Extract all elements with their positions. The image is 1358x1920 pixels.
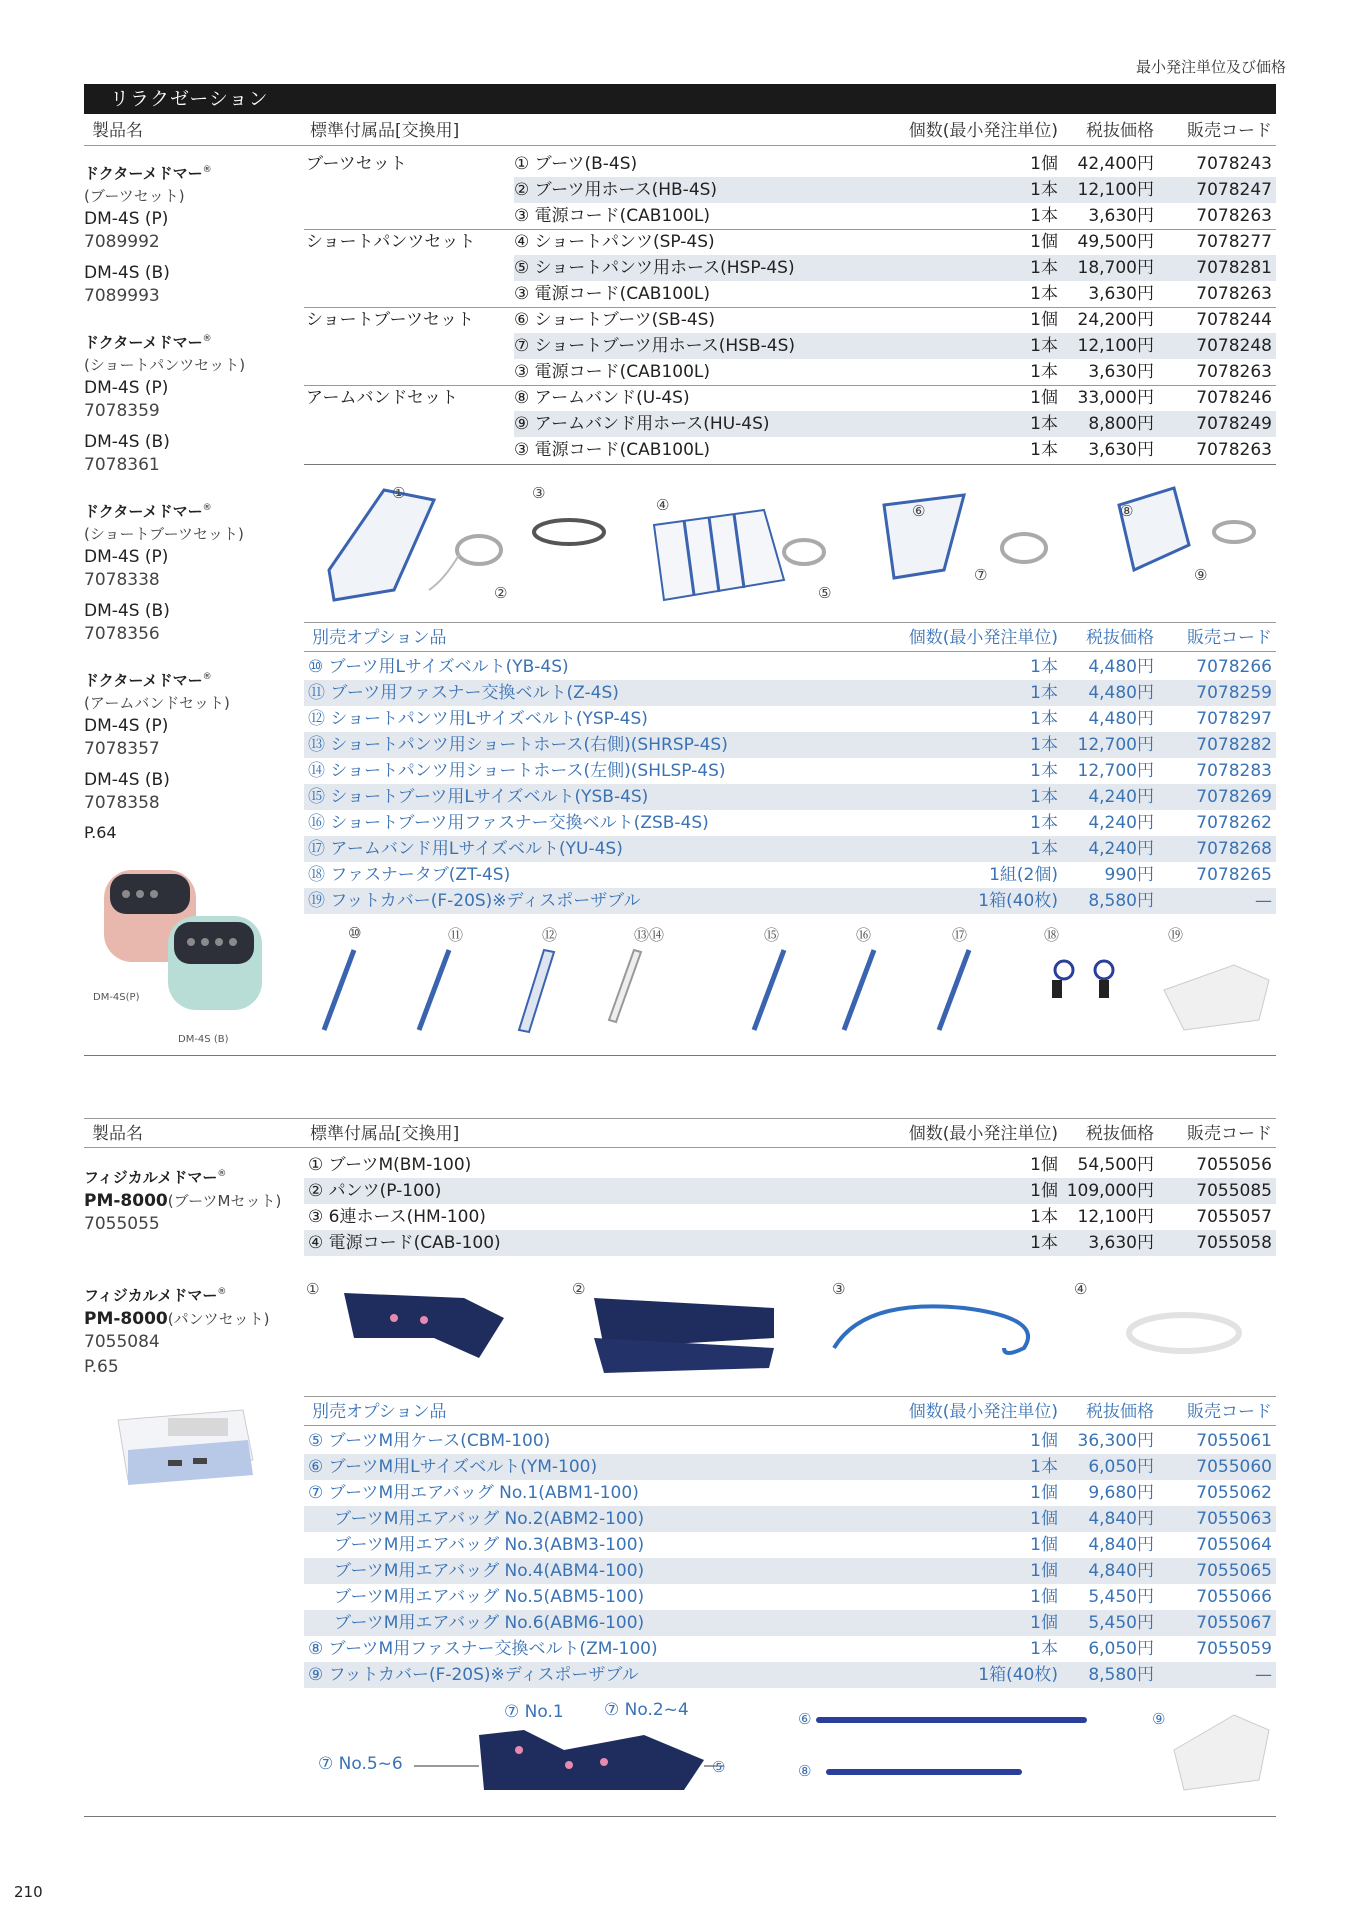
table-row: ③ 電源コード(CAB100L) 1本 3,630円 7078263 xyxy=(514,206,1272,226)
table-row: ⑱ ファスナータブ(ZT-4S) 1組(2個) 990円 7078265 xyxy=(308,865,1272,885)
label-12: ⑫ xyxy=(542,926,558,944)
table-row: ブーツM用エアバッグ No.3(ABM3-100) 1個 4,840円 7055064 xyxy=(334,1535,1272,1555)
table-row: ④ 電源コード(CAB-100) 1本 3,630円 7055058 xyxy=(304,1230,1276,1256)
col-price: 税抜価格 xyxy=(1086,121,1154,141)
table-row: ⑦ ショートブーツ用ホース(HSB-4S) 1本 12,100円 7078248 xyxy=(514,333,1276,359)
pm-label-no24: ⑦ No.2~4 xyxy=(604,1700,689,1720)
table-row: ⑨ アームバンド用ホース(HU-4S) 1本 8,800円 7078249 xyxy=(514,411,1276,437)
pm-label-3: ③ xyxy=(832,1280,846,1298)
table-row: ブーツM用エアバッグ No.4(ABM4-100) 1個 4,840円 7055065 xyxy=(304,1558,1276,1584)
pm-label-4: ④ xyxy=(1074,1280,1088,1298)
label-18: ⑱ xyxy=(1044,926,1060,944)
pm-product-boots: フィジカルメドマー® PM-8000(ブーツMセット) 7055055 xyxy=(84,1168,282,1235)
label-5: ⑤ xyxy=(818,584,832,602)
dm-product-shortpants: ドクターメドマー® (ショートパンツセット) DM-4S (P) 7078359 DM-4S (B) 7078361 xyxy=(84,333,246,476)
dm-caption-b: DM-4S (B) xyxy=(178,1034,229,1045)
table-row: ⑲ フットカバー(F-20S)※ディスポーザブル 1箱(40枚) 8,580円 — xyxy=(304,888,1276,914)
table-row: ブーツM用エアバッグ No.6(ABM6-100) 1個 5,450円 7055067 xyxy=(304,1610,1276,1636)
pm-column-header: 製品名 標準付属品[交換用] 個数(最小発注単位) 税抜価格 販売コード xyxy=(84,1118,1276,1148)
label-15: ⑮ xyxy=(764,926,780,944)
table-row: ③ 6連ホース(HM-100) 1本 12,100円 7055057 xyxy=(308,1207,1272,1227)
label-17: ⑰ xyxy=(952,926,968,944)
table-row: ③ 電源コード(CAB100L) 1本 3,630円 7078263 xyxy=(514,362,1272,382)
table-row: ブーツM用エアバッグ No.5(ABM5-100) 1個 5,450円 7055066 xyxy=(334,1587,1272,1607)
pm-device-image xyxy=(108,1400,258,1490)
pm-label-8: ⑧ xyxy=(798,1762,812,1780)
table-row: ① ブーツM(BM-100) 1個 54,500円 7055056 xyxy=(308,1155,1272,1175)
label-16: ⑯ xyxy=(856,926,872,944)
table-row: ⑨ フットカバー(F-20S)※ディスポーザブル 1箱(40枚) 8,580円 — xyxy=(304,1662,1276,1688)
label-3: ③ xyxy=(532,484,546,502)
label-8: ⑧ xyxy=(1120,502,1134,520)
label-10: ⑩ xyxy=(348,924,362,942)
label-19: ⑲ xyxy=(1168,926,1184,944)
pm-label-1: ① xyxy=(306,1280,320,1298)
pm-page-ref: P.65 xyxy=(84,1357,119,1378)
dm-page-ref: P.64 xyxy=(84,823,117,842)
table-row: ブーツセット ① ブーツ(B-4S) 1個 42,400円 7078243 xyxy=(306,154,1272,174)
pm-label-6: ⑥ xyxy=(798,1710,812,1728)
label-13-14: ⑬⑭ xyxy=(634,926,665,944)
label-9: ⑨ xyxy=(1194,566,1208,584)
dm-device-image xyxy=(96,860,276,1040)
table-row: ⑩ ブーツ用Lサイズベルト(YB-4S) 1本 4,480円 7078266 xyxy=(308,657,1272,677)
table-row: ③ 電源コード(CAB100L) 1本 3,630円 7078263 xyxy=(514,284,1272,304)
table-row: ⑤ ショートパンツ用ホース(HSP-4S) 1本 18,700円 7078281 xyxy=(514,255,1276,281)
table-row: ③ 電源コード(CAB100L) 1本 3,630円 7078263 xyxy=(514,440,1272,460)
table-row: ショートブーツセット ⑥ ショートブーツ(SB-4S) 1個 24,200円 7078244 xyxy=(306,310,1272,330)
table-row: ⑤ ブーツM用ケース(CBM-100) 1個 36,300円 7055061 xyxy=(308,1431,1272,1451)
dm-column-header xyxy=(84,116,1276,146)
label-6: ⑥ xyxy=(912,502,926,520)
table-row: ショートパンツセット ④ ショートパンツ(SP-4S) 1個 49,500円 7078277 xyxy=(306,232,1272,252)
pm-label-5: ⑤ xyxy=(712,1758,726,1776)
section-title: リラクゼーション xyxy=(84,84,1276,114)
table-row: ⑥ ブーツM用Lサイズベルト(YM-100) 1本 6,050円 7055060 xyxy=(304,1454,1276,1480)
label-2: ② xyxy=(494,584,508,602)
table-row: ⑯ ショートブーツ用ファスナー交換ベルト(ZSB-4S) 1本 4,240円 7078262 xyxy=(308,813,1272,833)
page-number: 210 xyxy=(14,1883,43,1901)
table-row: ⑦ ブーツM用エアバッグ No.1(ABM1-100) 1個 9,680円 7055062 xyxy=(308,1483,1272,1503)
pm-accessory-images xyxy=(304,1278,1276,1378)
pm-label-9: ⑨ xyxy=(1152,1710,1166,1728)
dm-product-armband: ドクターメドマー® (アームバンドセット) DM-4S (P) 7078357 DM-4S (B) 7078358 xyxy=(84,671,230,814)
pm-product-pants: フィジカルメドマー® PM-8000(パンツセット) 7055084 P.65 xyxy=(84,1286,270,1378)
pm-label-no1: ⑦ No.1 xyxy=(504,1702,564,1722)
table-row: ⑮ ショートブーツ用Lサイズベルト(YSB-4S) 1本 4,240円 7078269 xyxy=(304,784,1276,810)
label-11: ⑪ xyxy=(448,926,464,944)
table-row: ⑭ ショートパンツ用ショートホース(左側)(SHLSP-4S) 1本 12,700円 7078283 xyxy=(308,761,1272,781)
col-accessory: 標準付属品[交換用] xyxy=(310,121,460,141)
pm-option-header: 別売オプション品 個数(最小発注単位) 税抜価格 販売コード xyxy=(304,1396,1276,1426)
col-code: 販売コード xyxy=(1187,121,1272,141)
col-qty: 個数(最小発注単位) xyxy=(908,121,1058,141)
table-row: ブーツM用エアバッグ No.2(ABM2-100) 1個 4,840円 7055063 xyxy=(304,1506,1276,1532)
header-note: 最小発注単位及び価格 xyxy=(1135,58,1286,76)
col-product: 製品名 xyxy=(92,121,143,141)
dm-caption-p: DM-4S(P) xyxy=(93,992,140,1003)
label-7: ⑦ xyxy=(974,566,988,584)
label-4: ④ xyxy=(656,496,670,514)
table-row: ⑧ ブーツM用ファスナー交換ベルト(ZM-100) 1本 6,050円 7055059 xyxy=(308,1639,1272,1659)
dm-accessory-images xyxy=(304,470,1276,620)
table-row: ⑰ アームバンド用Lサイズベルト(YU-4S) 1本 4,240円 7078268 xyxy=(304,836,1276,862)
dm-option-header: 別売オプション品 個数(最小発注単位) 税抜価格 販売コード xyxy=(304,622,1276,652)
table-row: ⑪ ブーツ用ファスナー交換ベルト(Z-4S) 1本 4,480円 7078259 xyxy=(304,680,1276,706)
pm-label-2: ② xyxy=(572,1280,586,1298)
table-row: ⑬ ショートパンツ用ショートホース(右側)(SHRSP-4S) 1本 12,700円 7078282 xyxy=(304,732,1276,758)
table-row: ② パンツ(P-100) 1個 109,000円 7055085 xyxy=(304,1178,1276,1204)
dm-product-shortboots: ドクターメドマー® (ショートブーツセット) DM-4S (P) 7078338 DM-4S (B) 7078356 xyxy=(84,502,244,645)
pm-label-no56: ⑦ No.5~6 xyxy=(318,1754,403,1774)
label-1: ① xyxy=(392,484,406,502)
dm-product-boots: ドクターメドマー® (ブーツセット) DM-4S (P) 7089992 DM-4S (B) 7089993 xyxy=(84,164,212,307)
table-row: ② ブーツ用ホース(HB-4S) 1本 12,100円 7078247 xyxy=(514,177,1276,203)
table-row: ⑫ ショートパンツ用Lサイズベルト(YSP-4S) 1本 4,480円 7078297 xyxy=(308,709,1272,729)
table-row: アームバンドセット ⑧ アームバンド(U-4S) 1個 33,000円 7078246 xyxy=(306,388,1272,408)
pm-option-images xyxy=(304,1690,1276,1800)
